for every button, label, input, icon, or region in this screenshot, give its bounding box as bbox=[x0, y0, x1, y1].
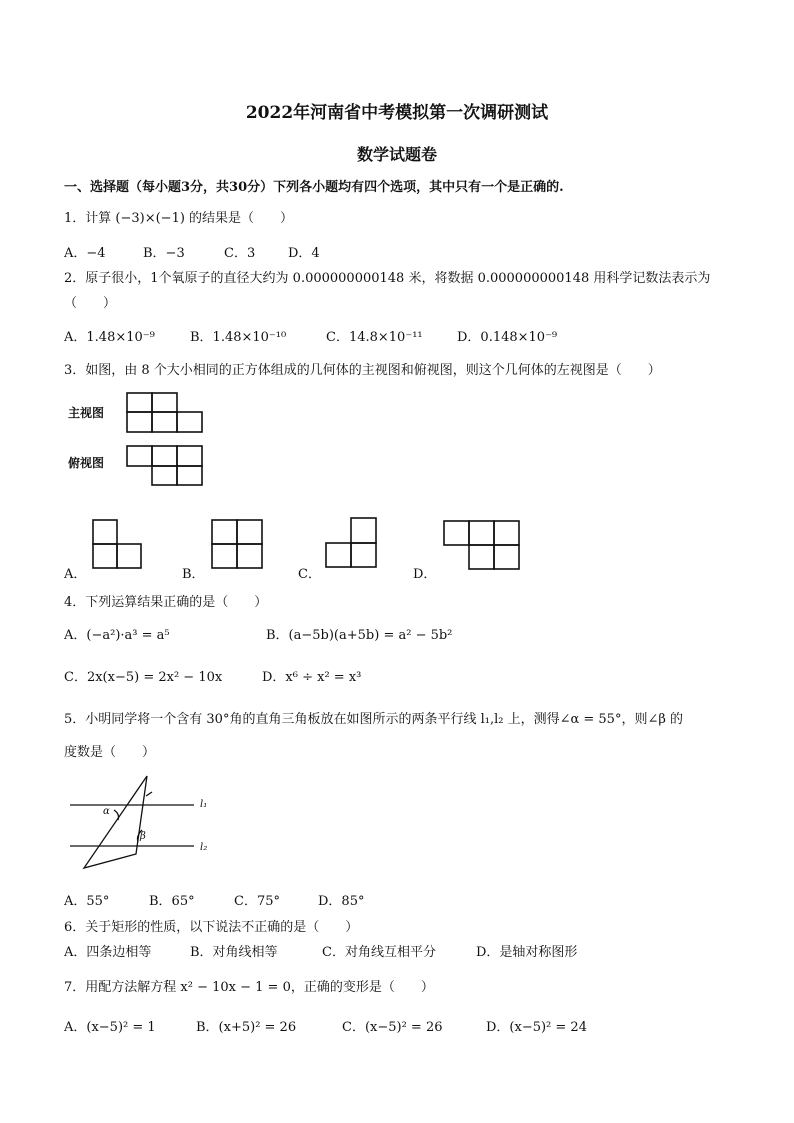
question-3-stem: 3．如图，由 8 个大小相同的正方体组成的几何体的主视图和俯视图，则这个几何体的左视图是（ ） bbox=[64, 363, 661, 378]
l2-label: l₂ bbox=[200, 842, 208, 853]
q4-option-d: D．x⁶ ÷ x² = x³ bbox=[262, 670, 362, 685]
question-2-stem-cont: （ ） bbox=[64, 296, 117, 311]
beta-label: β bbox=[140, 831, 146, 842]
q2-option-c: C．14.8×10⁻¹¹ bbox=[326, 330, 423, 345]
q1-option-d: D．4 bbox=[288, 246, 320, 261]
q3-option-c-label: C． bbox=[298, 567, 321, 582]
q1-option-c: C．3 bbox=[224, 246, 256, 261]
q7-option-a: A．(x−5)² = 1 bbox=[64, 1020, 156, 1035]
front-view-label: 主视图 bbox=[68, 406, 105, 420]
q5-option-a: A．55° bbox=[64, 894, 110, 909]
page-subtitle: 数学试题卷 bbox=[356, 145, 437, 164]
q4-option-a: A．(−a²)·a³ = a⁵ bbox=[64, 628, 170, 643]
q2-option-a: A．1.48×10⁻⁹ bbox=[64, 330, 155, 345]
alpha-label: α bbox=[103, 806, 110, 817]
q3-option-d-figure bbox=[443, 520, 523, 572]
q3-option-a-label: A． bbox=[64, 567, 87, 582]
front-view-figure bbox=[126, 392, 206, 434]
question-2-stem: 2．原子很小，1个氧原子的直径大约为 0.000000000148 米，将数据 0.000000000148 用科学记数法表示为 bbox=[64, 271, 711, 286]
question-5-stem-cont: 度数是（ ） bbox=[64, 745, 156, 760]
q3-option-c-figure bbox=[325, 517, 381, 571]
q1-option-a: A．−4 bbox=[64, 246, 106, 261]
top-view-label: 俯视图 bbox=[68, 456, 105, 470]
top-view-figure bbox=[126, 445, 206, 487]
q1-option-b: B．−3 bbox=[143, 246, 185, 261]
q5-parallel-lines-figure bbox=[66, 772, 226, 872]
l1-label: l₁ bbox=[200, 799, 208, 810]
section-heading: 一、选择题（每小题3分，共30分）下列各小题均有四个选项，其中只有一个是正确的. bbox=[64, 180, 564, 195]
q2-option-b: B．1.48×10⁻¹⁰ bbox=[190, 330, 287, 345]
q5-option-b: B．65° bbox=[149, 894, 195, 909]
q7-option-d: D．(x−5)² = 24 bbox=[486, 1020, 587, 1035]
triangle-ruler bbox=[84, 776, 147, 868]
q7-option-b: B．(x+5)² = 26 bbox=[196, 1020, 297, 1035]
q2-option-d: D．0.148×10⁻⁹ bbox=[457, 330, 558, 345]
q6-option-a: A．四条边相等 bbox=[64, 945, 152, 960]
question-5-stem: 5．小明同学将一个含有 30°角的直角三角板放在如图所示的两条平行线 l₁,l₂ 上，测得∠α = 55°，则∠β 的 bbox=[64, 712, 683, 727]
q5-option-c: C．75° bbox=[234, 894, 280, 909]
question-4-stem: 4．下列运算结果正确的是（ ） bbox=[64, 595, 268, 610]
question-7-stem: 7．用配方法解方程 x² − 10x − 1 = 0，正确的变形是（ ） bbox=[64, 980, 434, 995]
q7-option-c: C．(x−5)² = 26 bbox=[342, 1020, 443, 1035]
page-title: 2022年河南省中考模拟第一次调研测试 bbox=[245, 103, 549, 123]
q3-option-a-figure bbox=[92, 519, 146, 571]
q5-option-d: D．85° bbox=[318, 894, 365, 909]
question-6-stem: 6．关于矩形的性质，以下说法不正确的是（ ） bbox=[64, 920, 359, 935]
q3-option-d-label: D． bbox=[413, 567, 437, 582]
q6-option-c: C．对角线互相平分 bbox=[322, 945, 436, 960]
q6-option-b: B．对角线相等 bbox=[190, 945, 278, 960]
question-1-stem: 1．计算 (−3)×(−1) 的结果是（ ） bbox=[64, 211, 294, 226]
q4-option-c: C．2x(x−5) = 2x² − 10x bbox=[64, 670, 223, 685]
q4-option-b: B．(a−5b)(a+5b) = a² − 5b² bbox=[266, 628, 453, 643]
q6-option-d: D．是轴对称图形 bbox=[476, 945, 578, 960]
q3-option-b-label: B． bbox=[182, 567, 205, 582]
q3-option-b-figure bbox=[211, 519, 265, 571]
